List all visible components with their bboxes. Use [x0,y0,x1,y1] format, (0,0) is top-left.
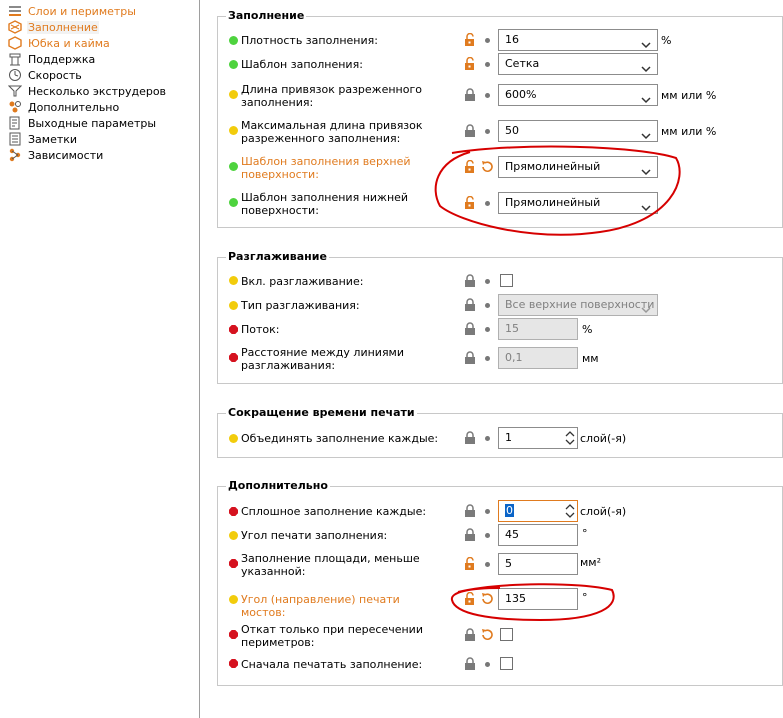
locked-lock-icon[interactable] [463,657,477,671]
unlocked-lock-icon[interactable] [463,557,477,571]
combo-value: Прямолинейный [505,196,601,209]
chevron-down-icon[interactable] [641,60,651,67]
system-value-dot-icon [485,327,490,332]
system-value-dot-icon [485,509,490,514]
setting-row-fill-density [218,29,782,51]
unlocked-lock-icon[interactable] [463,196,477,210]
locked-lock-icon[interactable] [463,504,477,518]
ironing-flow-input[interactable] [498,318,578,340]
group-advanced [217,479,783,686]
chevron-down-icon[interactable] [641,163,651,170]
setting-label: Максимальная длина привязок разреженного заполнения: [241,119,423,145]
chevron-down-icon[interactable] [641,91,651,98]
layers-icon [8,4,22,18]
setting-label: Угол (направление) печати мостов: [241,593,400,619]
locked-lock-icon[interactable] [463,628,477,642]
system-value-dot-icon [485,129,490,134]
setting-row-ironing-enable [218,272,782,290]
top-pattern-combo[interactable] [498,156,658,178]
extruders-icon [8,84,22,98]
group-title: Дополнительно [228,479,328,492]
sidebar-item-label: Слои и периметры [28,4,136,18]
chevron-down-icon[interactable] [641,301,651,308]
setting-row-bottom-pattern [218,191,782,217]
field-value: 0,1 [505,351,523,364]
level-simple-icon [229,162,238,171]
solid-area-input[interactable] [498,553,578,575]
combo-value: Все верхние поверхности [505,298,655,311]
unit-label: ° [582,591,588,604]
group-title: Заполнение [228,9,305,22]
system-value-dot-icon [485,38,490,43]
chevron-down-icon[interactable] [641,127,651,134]
unit-label: % [661,34,672,47]
setting-row-infill-first [218,655,782,673]
group-title: Разглаживание [228,250,327,263]
level-advanced-icon [229,90,238,99]
setting-row-retract-crossing [218,623,782,649]
infill-first-checkbox[interactable] [500,657,513,670]
level-expert-icon [229,325,238,334]
locked-lock-icon[interactable] [463,322,477,336]
system-value-dot-icon [485,356,490,361]
field-value: 1 [505,431,512,444]
setting-label: Шаблон заполнения: [241,58,363,71]
combo-value: 50 [505,124,519,137]
system-value-dot-icon [485,62,490,67]
level-expert-icon [229,559,238,568]
fill-angle-input[interactable] [498,524,578,546]
setting-label: Сначала печатать заполнение: [241,658,423,671]
setting-label: Шаблон заполнения нижней поверхности: [241,191,409,217]
setting-label: Тип разглаживания: [241,299,360,312]
level-expert-icon [229,353,238,362]
speed-icon [8,68,22,82]
spin-arrows-icon[interactable] [565,429,575,447]
sidebar-item-dependencies[interactable] [8,147,104,163]
sidebar-item-label: Поддержка [28,52,96,66]
undo-arrow-icon[interactable] [480,160,494,174]
ironing-type-combo[interactable] [498,294,658,316]
undo-arrow-icon[interactable] [480,592,494,606]
unlocked-lock-icon[interactable] [463,57,477,71]
unit-label: мм или % [661,89,717,102]
sidebar-item-advanced[interactable] [8,99,120,115]
field-value: 5 [505,557,512,570]
chevron-down-icon[interactable] [641,36,651,43]
sidebar-item-extruders[interactable] [8,83,167,99]
level-advanced-icon [229,126,238,135]
level-advanced-icon [229,301,238,310]
fill-density-combo[interactable] [498,29,658,51]
unit-label: слой(-я) [580,432,627,445]
unlocked-lock-icon[interactable] [463,33,477,47]
advanced-icon [8,100,22,114]
sidebar-item-layers[interactable] [8,3,137,19]
skirt-icon [8,36,22,50]
infill-every-spinner[interactable] [498,427,578,449]
group-reduce-time [217,406,783,458]
unit-label: мм² [580,556,602,569]
support-icon [8,52,22,66]
system-value-dot-icon [485,436,490,441]
sidebar-item-label: Дополнительно [28,100,120,114]
unit-label: % [582,323,593,336]
group-title: Сокращение времени печати [228,406,415,419]
unit-label: слой(-я) [580,505,627,518]
setting-row-fill-pattern [218,53,782,75]
locked-lock-icon[interactable] [463,124,477,138]
setting-label: Расстояние между линиями разглаживания: [241,346,405,372]
field-value: 15 [505,322,519,335]
field-value: 45 [505,528,519,541]
setting-label: Объединять заполнение каждые: [241,432,439,445]
group-infill [217,9,783,228]
ironing-enable-checkbox[interactable] [500,274,513,287]
level-advanced-icon [229,434,238,443]
level-expert-icon [229,630,238,639]
setting-row-ironing-type [218,294,782,316]
system-value-dot-icon [485,562,490,567]
bridge-angle-input[interactable] [498,588,578,610]
setting-row-ironing-spacing [218,346,782,372]
level-simple-icon [229,60,238,69]
sidebar-item-output[interactable] [8,115,157,131]
setting-row-bridge-angle [218,588,782,619]
notes-icon [8,132,22,146]
field-value: 0 [506,504,513,517]
anchor-length-combo[interactable] [498,84,658,106]
setting-label: Сплошное заполнение каждые: [241,505,427,518]
unit-label: ° [582,527,588,540]
setting-label: Поток: [241,323,280,336]
output-icon [8,116,22,130]
system-value-dot-icon [485,201,490,206]
ironing-spacing-input[interactable] [498,347,578,369]
settings-panel [200,0,783,718]
level-advanced-icon [229,595,238,604]
unit-label: мм [582,352,599,365]
level-expert-icon [229,507,238,516]
locked-lock-icon[interactable] [463,431,477,445]
sidebar-item-label: Несколько экструдеров [28,84,167,98]
level-advanced-icon [229,276,238,285]
locked-lock-icon[interactable] [463,351,477,365]
unit-label: мм или % [661,125,717,138]
undo-arrow-icon[interactable] [480,628,494,642]
locked-lock-icon[interactable] [463,298,477,312]
setting-label: Угол печати заполнения: [241,529,388,542]
setting-label: Откат только при пересечении периметров: [241,623,423,649]
group-ironing [217,250,783,384]
setting-row-anchor-length [218,83,782,109]
combo-value: 16 [505,33,519,46]
sidebar-item-label: Заметки [28,132,78,146]
locked-lock-icon[interactable] [463,274,477,288]
sidebar-item-skirt[interactable] [8,35,111,51]
level-simple-icon [229,198,238,207]
bottom-pattern-combo[interactable] [498,192,658,214]
system-value-dot-icon [485,533,490,538]
sidebar-item-notes[interactable] [8,131,78,147]
setting-label: Плотность заполнения: [241,34,378,47]
sidebar-item-label: Выходные параметры [28,116,157,130]
setting-row-infill-every [218,427,782,449]
sidebar-item-label: Юбка и кайма [28,36,110,50]
setting-row-ironing-flow [218,318,782,340]
sidebar-item-support[interactable] [8,51,96,67]
sidebar [0,0,200,718]
system-value-dot-icon [485,662,490,667]
setting-row-fill-angle [218,524,782,546]
system-value-dot-icon [485,303,490,308]
anchor-max-combo[interactable] [498,120,658,142]
solid-every-spinner[interactable] [498,500,578,522]
combo-value: Сетка [505,57,540,70]
sidebar-item-label: Скорость [28,68,82,82]
level-expert-icon [229,659,238,668]
setting-row-anchor-max [218,119,782,145]
setting-row-solid-every [218,500,782,522]
level-simple-icon [229,36,238,45]
sidebar-item-infill[interactable] [8,19,99,35]
unlocked-lock-icon[interactable] [463,160,477,174]
field-value: 135 [505,592,526,605]
chevron-down-icon[interactable] [641,199,651,206]
locked-lock-icon[interactable] [463,88,477,102]
setting-label: Вкл. разглаживание: [241,275,364,288]
combo-value: 600% [505,88,537,101]
system-value-dot-icon [485,93,490,98]
setting-label: Заполнение площади, меньше указанной: [241,552,420,578]
spin-arrows-icon[interactable] [565,502,575,520]
system-value-dot-icon [485,279,490,284]
setting-row-solid-area [218,552,782,578]
dependencies-icon [8,148,22,162]
sidebar-item-label: Зависимости [28,148,104,162]
infill-icon [8,20,22,34]
setting-label: Шаблон заполнения верхней поверхности: [241,155,411,181]
sidebar-item-label: Заполнение [28,20,98,34]
retract-crossing-checkbox[interactable] [500,628,513,641]
setting-label: Длина привязок разреженного заполнения: [241,83,422,109]
setting-row-top-pattern [218,155,782,181]
locked-lock-icon[interactable] [463,528,477,542]
sidebar-item-speed[interactable] [8,67,83,83]
fill-pattern-combo[interactable] [498,53,658,75]
unlocked-lock-icon[interactable] [463,592,477,606]
level-advanced-icon [229,531,238,540]
combo-value: Прямолинейный [505,160,601,173]
